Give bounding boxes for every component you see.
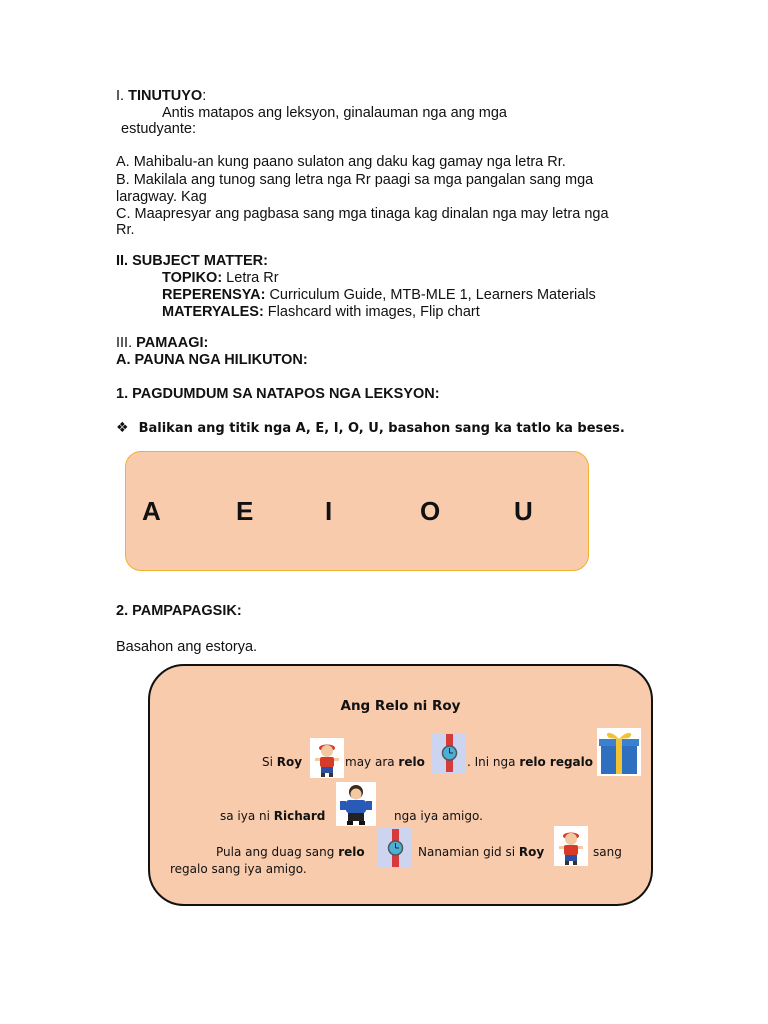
section-subject-matter-heading: II. SUBJECT MATTER: [116, 253, 268, 269]
reperensya-line: REPERENSYA: Curriculum Guide, MTB-MLE 1, Learners Materials [162, 287, 596, 303]
vowels-box [125, 451, 589, 571]
objective-b-line2: laragway. Kag [116, 189, 207, 205]
topiko-line: TOPIKO: Letra Rr [162, 270, 279, 286]
boy-roy-icon [554, 826, 588, 871]
materyales-line: MATERYALES: Flashcard with images, Flip chart [162, 304, 480, 320]
wristwatch-icon [432, 733, 466, 778]
story-line1-right: . Ini nga relo regalo [467, 755, 594, 769]
boy-roy-icon [310, 738, 344, 783]
tinutuyo-intro-line2: estudyante: [121, 121, 196, 137]
story-title: Ang Relo ni Roy [340, 698, 461, 714]
story-box [148, 664, 653, 906]
section-pamaagi-heading: III. PAMAAGI: [116, 335, 209, 351]
vowel-u: U [514, 496, 533, 526]
story-line3-left: Pula ang duag sang relo [216, 845, 365, 859]
vowel-o: O [420, 496, 441, 526]
objective-c-line1: C. Maapresyar ang pagbasa sang mga tinaga kag dinalan nga may letra nga [116, 206, 609, 222]
story-line3-right: sang [593, 845, 622, 859]
vowel-e: E [236, 496, 254, 526]
gift-box-icon [597, 728, 641, 781]
story-line2-left: sa iya ni Richard [220, 809, 326, 823]
vowel-a: A [142, 496, 161, 526]
story-line1-mid: may ara relo [345, 755, 425, 769]
pampapagsik-heading: 2. PAMPAPAGSIK: [116, 603, 242, 619]
story-line4: regalo sang iya amigo. [170, 862, 307, 876]
wristwatch-icon [378, 828, 412, 873]
vowel-i: I [325, 496, 333, 526]
diamond-bullet-icon: ❖ [116, 420, 129, 436]
objective-a: A. Mahibalu-an kung paano sulaton ang daku kag gamay nga letra Rr. [116, 154, 566, 170]
story-line2-right: nga iya amigo. [394, 809, 483, 823]
pauna-nga-hilikuton-heading: A. PAUNA NGA HILIKUTON: [116, 352, 308, 368]
objective-c-line2: Rr. [116, 222, 135, 238]
boy-richard-icon [336, 782, 376, 831]
section-tinutuyo-heading: I. TINUTUYO: [116, 88, 207, 104]
tinutuyo-intro-line1: Antis matapos ang leksyon, ginalauman nga ang mga [162, 105, 507, 121]
story-line1-left: Si Roy [262, 755, 303, 769]
story-line3-mid: Nanamian gid si Roy [418, 845, 545, 859]
basahon-instruction: Basahon ang estorya. [116, 639, 258, 655]
pagdumdum-heading: 1. PAGDUMDUM SA NATAPOS NGA LEKSYON: [116, 386, 440, 402]
bullet-instruction: ❖ Balikan ang titik nga A, E, I, O, U, basahon sang ka tatlo ka beses. [116, 420, 625, 436]
objective-b-line1: B. Makilala ang tunog sang letra nga Rr paagi sa mga pangalan sang mga [116, 172, 594, 188]
